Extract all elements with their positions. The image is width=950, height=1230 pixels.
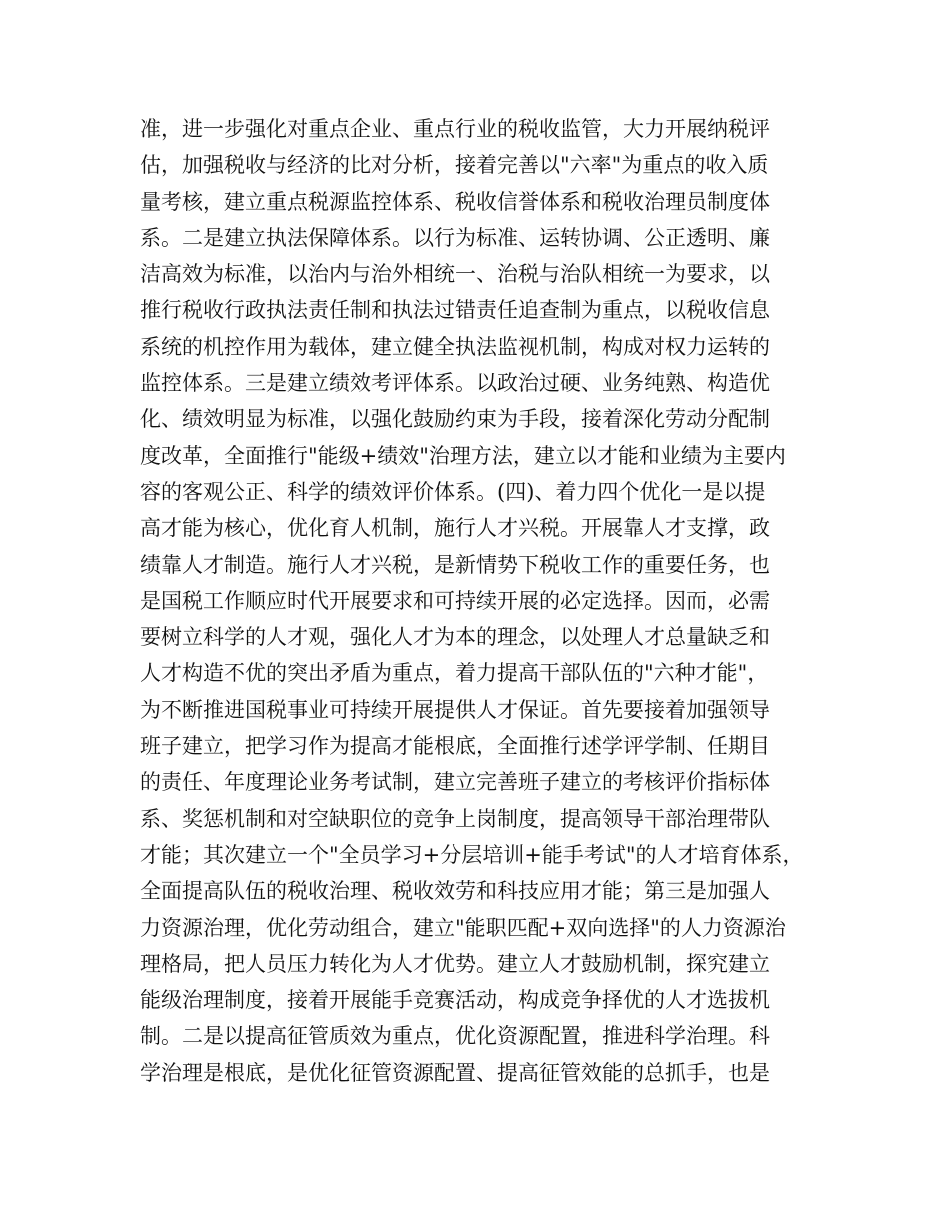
text-line: 制。二是以提高征管质效为重点，优化资源配置，推进科学治理。科 bbox=[140, 1024, 770, 1049]
text-line: 高才能为核心，优化育人机制，施行人才兴税。开展靠人才支撑，政 bbox=[140, 516, 770, 541]
text-line: 推行税收行政执法责任制和执法过错责任追查制为重点，以税收信息 bbox=[140, 298, 770, 323]
text-line: 系统的机控作用为载体，建立健全执法监视机制，构成对权力运转的 bbox=[140, 334, 770, 359]
text-line: 度改革，全面推行"能级+绩效"治理方法，建立以才能和业绩为主要内 bbox=[140, 443, 786, 468]
text-line: 化、绩效明显为标准，以强化鼓励约束为手段，接着深化劳动分配制 bbox=[140, 407, 770, 432]
text-line: 班子建立，把学习作为提高才能根底，全面推行述学评学制、任期目 bbox=[140, 734, 770, 759]
text-line: 系、奖惩机制和对空缺职位的竞争上岗制度，提高领导干部治理带队 bbox=[140, 806, 770, 831]
text-line: 要树立科学的人才观，强化人才为本的理念，以处理人才总量缺乏和 bbox=[140, 625, 770, 650]
text-line: 能级治理制度，接着开展能手竞赛活动，构成竞争择优的人才选拔机 bbox=[140, 988, 770, 1013]
text-line: 监控体系。三是建立绩效考评体系。以政治过硬、业务纯熟、构造优 bbox=[140, 371, 770, 396]
text-line: 准，进一步强化对重点企业、重点行业的税收监管，大力开展纳税评 bbox=[140, 117, 770, 141]
text-line: 理格局，把人员压力转化为人才优势。建立人才鼓励机制，探究建立 bbox=[140, 951, 770, 976]
text-line: 绩靠人才制造。施行人才兴税，是新情势下税收工作的重要任务，也 bbox=[140, 552, 770, 577]
text-line: 估，加强税收与经济的比对分析，接着完善以"六率"为重点的收入质 bbox=[140, 153, 769, 178]
text-line: 学治理是根底，是优化征管资源配置、提高征管效能的总抓手，也是 bbox=[140, 1060, 770, 1085]
text-line: 人才构造不优的突出矛盾为重点，着力提高干部队伍的"六种才能"， bbox=[140, 661, 769, 686]
text-line: 力资源治理，优化劳动组合，建立"能职匹配+双向选择"的人力资源治 bbox=[140, 915, 786, 940]
body-text bbox=[140, 111, 830, 1091]
text-line: 系。二是建立执法保障体系。以行为标准、运转协调、公正透明、廉 bbox=[140, 225, 770, 250]
text-line: 为不断推进国税事业可持续开展提供人才保证。首先要接着加强领导 bbox=[140, 697, 770, 722]
text-line: 才能；其次建立一个"全员学习+分层培训+能手考试"的人才培育体系， bbox=[140, 842, 804, 867]
text-line: 全面提高队伍的税收治理、税收效劳和科技应用才能；第三是加强人 bbox=[140, 879, 770, 904]
text-line: 是国税工作顺应时代开展要求和可持续开展的必定选择。因而，必需 bbox=[140, 588, 770, 613]
text-line: 容的客观公正、科学的绩效评价体系。(四)、着力四个优化一是以提 bbox=[140, 479, 766, 504]
text-line: 量考核，建立重点税源监控体系、税收信誉体系和税收治理员制度体 bbox=[140, 189, 770, 214]
text-line: 洁高效为标准，以治内与治外相统一、治税与治队相统一为要求，以 bbox=[140, 262, 770, 287]
text-line: 的责任、年度理论业务考试制，建立完善班子建立的考核评价指标体 bbox=[140, 770, 770, 795]
